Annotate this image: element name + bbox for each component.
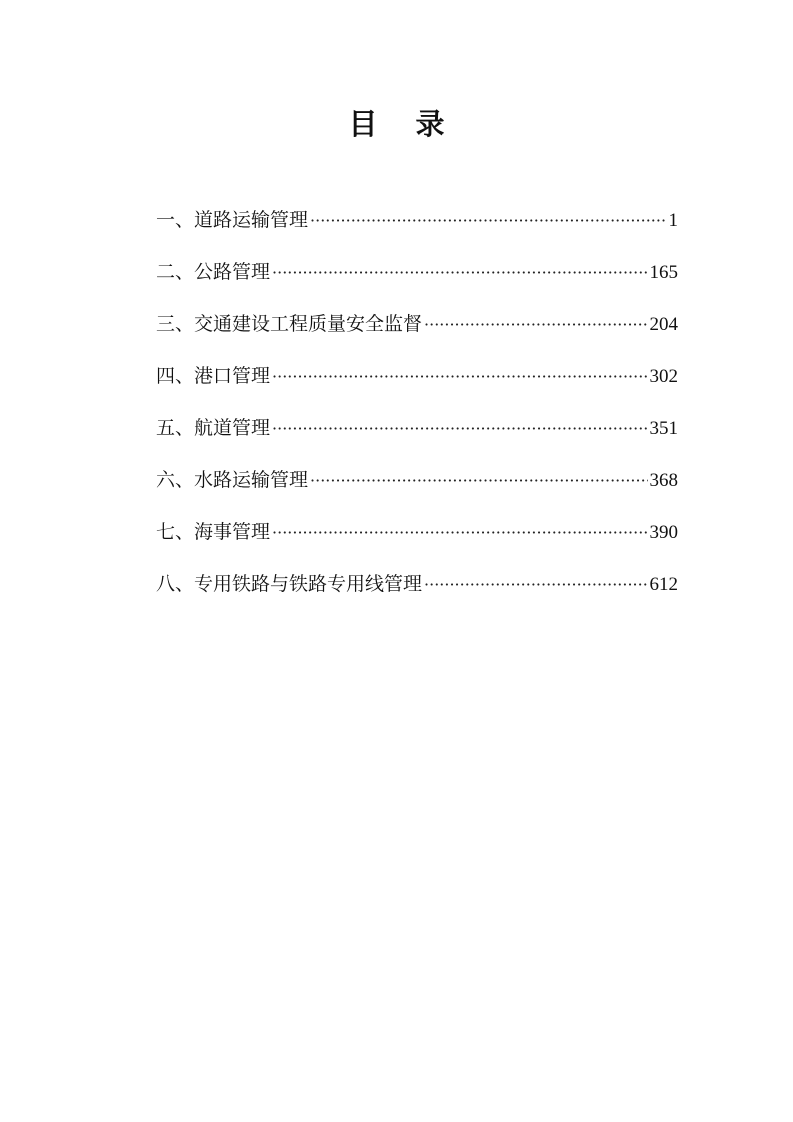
toc-entry-6[interactable] (156, 460, 678, 512)
toc-entry-label: 五、航道管理 (156, 417, 271, 439)
toc-entry-1[interactable] (156, 200, 678, 252)
toc-entry-label: 四、港口管理 (156, 365, 271, 387)
toc-entry-page: 368 (649, 470, 678, 491)
dot-leader (424, 565, 647, 605)
toc-entry-7[interactable] (156, 512, 678, 564)
toc-entry-8[interactable] (156, 564, 678, 616)
toc-entry-page: 302 (649, 366, 678, 387)
table-of-contents (156, 200, 678, 616)
dot-leader (272, 357, 647, 397)
dot-leader (310, 201, 666, 241)
toc-entry-label: 二、公路管理 (156, 261, 271, 283)
toc-entry-page: 612 (649, 574, 678, 595)
toc-entry-page: 1 (668, 210, 678, 231)
toc-entry-2[interactable] (156, 252, 678, 304)
toc-entry-label: 八、专用铁路与铁路专用线管理 (156, 573, 423, 595)
toc-entry-page: 165 (649, 262, 678, 283)
toc-entry-label: 一、道路运输管理 (156, 209, 309, 231)
dot-leader (272, 253, 647, 293)
toc-entry-page: 204 (649, 314, 678, 335)
toc-entry-5[interactable] (156, 408, 678, 460)
toc-entry-page: 351 (649, 418, 678, 439)
dot-leader (424, 305, 647, 345)
page-title: 目 录 (348, 107, 459, 141)
dot-leader (310, 461, 647, 501)
toc-entry-page: 390 (649, 522, 678, 543)
toc-entry-label: 七、海事管理 (156, 521, 271, 543)
toc-entry-label: 三、交通建设工程质量安全监督 (156, 313, 423, 335)
dot-leader (272, 409, 647, 449)
dot-leader (272, 513, 647, 553)
toc-entry-4[interactable] (156, 356, 678, 408)
toc-entry-label: 六、水路运输管理 (156, 469, 309, 491)
toc-entry-3[interactable] (156, 304, 678, 356)
